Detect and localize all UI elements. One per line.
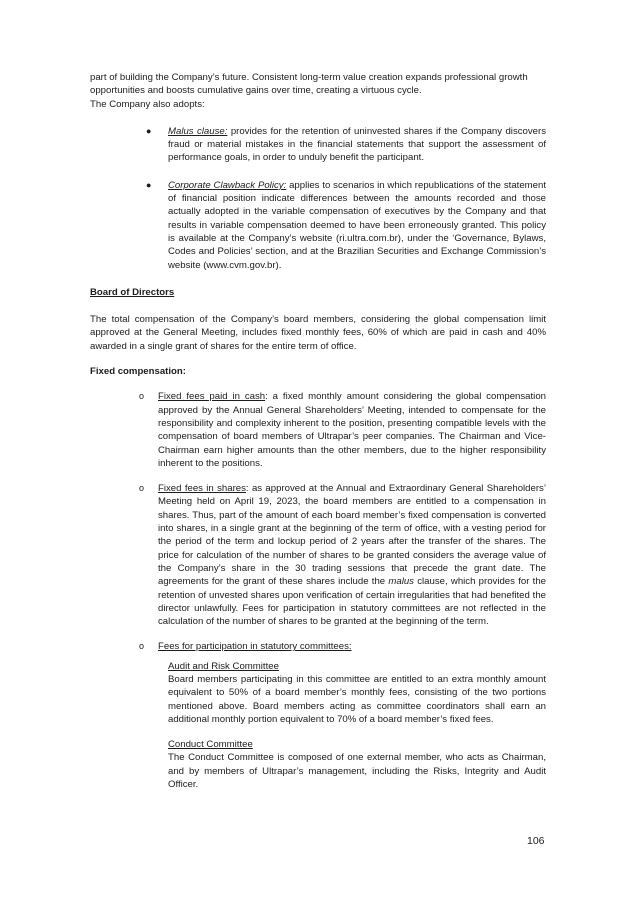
bullet-body: applies to scenarios in which republications of the statement of financial position indicate differences between the amounts recorded and those actually adopted in the variable compensation of executives by the Company and that results in variable compensation deemed to have been erroneously granted. This policy is available at the Company’s website (ri.ultra.com.br), under the ‘Governance, Bylaws, Codes and Policies’ section, and at the Brazilian Securities and Exchange Commission’s website (www.cvm.gov.br).	[168, 179, 547, 271]
circle-marker-icon: o	[139, 391, 145, 402]
bullet-marker-icon: ●	[146, 125, 152, 136]
board-paragraph: The total compensation of the Company’s board members, considering the global compensation limit approved at the General Meeting, includes fixed monthly fees, 60% of which are paid in cash and 40% awarded in a single grant of shares for the entire term of office.	[90, 314, 546, 352]
bullet-term: Corporate Clawback Policy:	[168, 179, 287, 191]
bullet-marker-icon: ●	[146, 179, 152, 190]
adopts-line: The Company also adopts:	[90, 98, 205, 110]
item-term-line	[158, 640, 546, 653]
bullet-malus-clause	[146, 125, 546, 165]
circle-marker-icon: o	[139, 641, 145, 652]
item-term: Fixed fees paid in cash	[158, 391, 266, 403]
bullet-body: provides for the retention of uninvested shares if the Company discovers fraud or material mistakes in the financial statements that support the assessment of performance goals, in order to unduly benefit the participant.	[168, 125, 546, 164]
committee-text: The Conduct Committee is composed of one external member, who acts as Chairman, and by members of Ultrapar’s management, including the Risks, Integrity and Audit Officer.	[168, 752, 546, 791]
conduct-committee	[168, 738, 546, 791]
bullet-clawback-policy	[146, 179, 547, 272]
bullet-text	[168, 125, 546, 165]
bullet-term: Malus clause:	[168, 125, 228, 137]
page-content	[90, 71, 546, 791]
item-body: : a fixed monthly amount considering the global compensation approved by the Annual General Shareholders’ Meeting, intended to compensate for the responsibility and complexity inherent to the position, presenting compatible levels with the compensation of board members of Ultrapar’s peer companies. The Chairman and Vice-Chairman earn higher amounts than the other members, due to the higher responsibility inherent to the positions.	[158, 391, 546, 469]
intro-paragraph: part of building the Company’s future. Consistent long-term value creation expands professional growth opportunities and boosts cumulative gains over time, creating a virtuous cycle.	[90, 72, 528, 97]
committee-text: Board members participating in this committee are entitled to an extra monthly amount equivalent to 50% of a board member’s monthly fees, consisting of the two portions mentioned above. Board members acting as committee coordinators shall earn an additional monthly portion equivalent to 70% of a board member’s fixed fees.	[168, 673, 546, 725]
audit-risk-committee	[168, 660, 546, 726]
item-term: Fees for participation in statutory committees:	[158, 641, 352, 653]
bullet-text	[168, 179, 546, 272]
item-fixed-fees-cash	[139, 390, 546, 470]
item-body-b: clause, which provides for the retention of unvested shares upon verification of certain irregularities that had benefited the director unlawfully. Fees for participation in statutory committees are not reflected in the calculation of the number of shares to be granted at the beginning of the term.	[158, 576, 546, 628]
committee-title: Conduct Committee	[168, 739, 253, 751]
board-of-directors-heading: Board of Directors	[90, 286, 175, 298]
committee-title: Audit and Risk Committee	[168, 660, 279, 672]
item-term: Fixed fees in shares	[158, 483, 246, 495]
malus-word: malus	[388, 576, 414, 588]
circle-marker-icon: o	[139, 483, 145, 494]
item-committee-fees	[139, 640, 546, 791]
page-number: 106	[527, 835, 545, 847]
fixed-compensation-heading: Fixed compensation:	[90, 366, 186, 378]
item-body-a: : as approved at the Annual and Extraordinary General Shareholders’ Meeting held on April 19, 2023, the board members are entitled to a compensation in shares. Thus, part of the amount of each board member’s fixed compensation is converted into shares, in a single grant at the beginning of the term of office, with a vesting period for the period of the term and lockup period of 2 years after the transfer of the shares. The price for calculation of the number of shares to be granted considers the average value of the Company’s share in the 30 trading sessions that precede the grant date. The agreements for the grant of these shares include the	[158, 483, 546, 588]
item-fixed-fees-shares	[139, 482, 546, 628]
item-text	[158, 390, 546, 470]
item-text	[158, 482, 546, 628]
